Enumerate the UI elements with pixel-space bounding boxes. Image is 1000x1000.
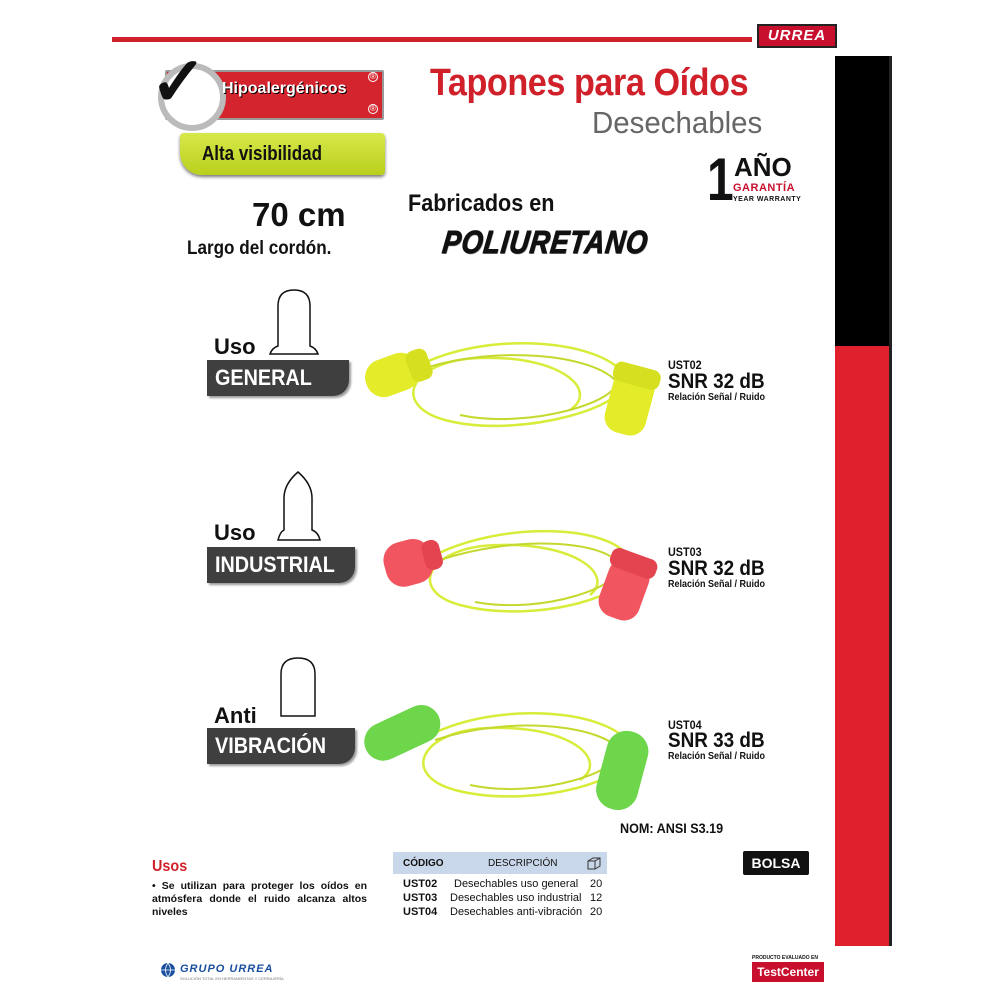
sidebar-red-band <box>835 346 889 946</box>
earplug-outline-industrial-icon <box>276 470 322 542</box>
warranty-guarantee: GARANTÍA <box>733 182 796 194</box>
registered-icon: ® <box>368 104 378 114</box>
table-row-description: Desechables uso industrial <box>450 892 582 904</box>
use-top-label: Anti <box>214 703 257 728</box>
uses-text <box>152 880 367 919</box>
snr-value: SNR 32 dB <box>668 370 765 393</box>
globe-icon <box>160 962 176 978</box>
use-top-label: Uso <box>214 334 256 359</box>
table-row-description: Desechables anti-vibración <box>450 906 583 918</box>
use-main-label: GENERAL <box>207 360 349 396</box>
uses-description: Se utilizan para proteger los oídos en atmósfera donde el ruido alcanza altos niveles <box>152 880 368 918</box>
product-code: UST04 <box>668 718 702 732</box>
registered-icon: ® <box>368 72 378 82</box>
cord-label: Largo del cordón. <box>187 238 332 259</box>
sidebar-black-band <box>835 56 889 346</box>
product-image-ust04 <box>355 695 675 820</box>
testcenter-logo: TestCenter <box>752 962 824 982</box>
header-rule <box>112 37 752 42</box>
table-row-code: UST04 <box>403 906 438 918</box>
table-header-code: CÓDIGO <box>403 858 444 869</box>
product-image-ust03 <box>375 510 675 635</box>
product-code: UST03 <box>668 545 702 559</box>
product-image-ust02 <box>350 320 670 445</box>
cord-length: 70 cm <box>252 196 346 233</box>
warranty-word: AÑO <box>734 152 792 182</box>
use-main-label: VIBRACIÓN <box>207 728 355 764</box>
material-label: Fabricados en <box>408 190 555 217</box>
material-name: POLIURETANO <box>440 224 651 260</box>
table-row-code: UST03 <box>403 892 438 904</box>
footer-tagline: SOLUCIÓN TOTAL EN HERRAMIENTAS Y CERRAJERÍA <box>180 976 284 981</box>
snr-value: SNR 32 dB <box>668 557 765 580</box>
packaging-badge: BOLSA <box>743 851 809 875</box>
page-subtitle: Desechables <box>592 105 763 140</box>
product-code: UST02 <box>668 358 702 372</box>
use-main-label: INDUSTRIAL <box>207 547 355 583</box>
earplug-outline-antivibration-icon <box>278 656 318 720</box>
table-row-qty: 20 <box>590 878 603 890</box>
warranty-english: YEAR WARRANTY <box>733 196 802 203</box>
warranty-number: 1 <box>707 146 734 213</box>
snr-label: Relación Señal / Ruido <box>668 751 766 762</box>
footer-group-logo: GRUPO URREA <box>180 963 274 975</box>
snr-label: Relación Señal / Ruido <box>668 392 766 403</box>
use-top-label: Uso <box>214 520 256 545</box>
table-header-description: DESCRIPCIÓN <box>488 858 558 869</box>
norm-label: NOM: ANSI S3.19 <box>620 820 724 836</box>
earplug-outline-general-icon <box>268 288 320 356</box>
snr-value: SNR 33 dB <box>668 729 765 752</box>
bullet-icon: • <box>152 880 162 892</box>
table-row-qty: 12 <box>590 892 603 904</box>
check-icon: ✓ <box>150 44 207 120</box>
testcenter-caption: PRODUCTO EVALUADO EN <box>752 955 818 961</box>
box-icon <box>586 856 602 870</box>
hypoallergenic-label: Hipoalergénicos <box>222 80 347 97</box>
page-title: Tapones para Oídos <box>430 62 749 104</box>
snr-label: Relación Señal / Ruido <box>668 579 766 590</box>
visibility-label: Alta visibilidad <box>202 143 322 165</box>
table-row-description: Desechables uso general <box>454 878 579 890</box>
table-row-code: UST02 <box>403 878 438 890</box>
sidebar-edge <box>889 56 892 946</box>
table-row-qty: 20 <box>590 906 603 918</box>
uses-title: Usos <box>152 858 188 875</box>
urrea-logo: URREA <box>757 24 837 48</box>
